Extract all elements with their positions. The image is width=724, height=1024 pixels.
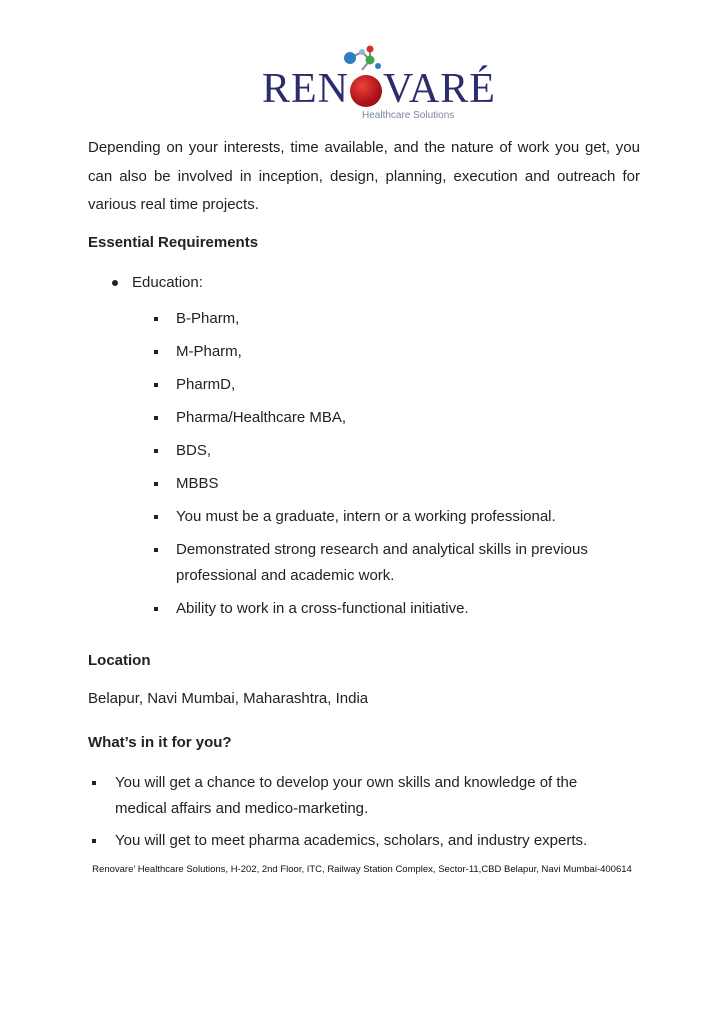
list-item-text: You must be a graduate, intern or a working professional. — [176, 508, 556, 525]
benefits-list — [92, 770, 632, 860]
list-item — [92, 770, 632, 822]
education-bullet — [112, 274, 203, 291]
bullet-square-icon — [154, 416, 158, 420]
location-heading: Location — [88, 652, 151, 669]
list-item-text: B-Pharm, — [176, 310, 240, 327]
bullet-square-icon — [154, 515, 158, 519]
list-item-text: M-Pharm, — [176, 343, 242, 360]
list-item-text: PharmD, — [176, 376, 236, 393]
list-item — [154, 405, 614, 431]
page-footer: Renovare’ Healthcare Solutions, H-202, 2nd Floor, ITC, Railway Station Complex, Sector-11,CBD Belapur, Navi Mumbai-400614 — [92, 864, 632, 875]
requirements-heading: Essential Requirements — [88, 234, 259, 251]
bullet-square-icon — [154, 449, 158, 453]
intro-section — [88, 134, 640, 220]
list-item — [154, 438, 614, 464]
bullet-square-icon — [92, 839, 96, 843]
location-value: Belapur, Navi Mumbai, Maharashtra, India — [88, 690, 369, 707]
list-item — [154, 504, 614, 530]
list-item — [154, 596, 614, 622]
list-item — [154, 537, 614, 589]
benefits-heading: What’s in it for you? — [88, 734, 232, 751]
logo-wordmark — [262, 68, 496, 110]
bullet-square-icon — [154, 383, 158, 387]
bullet-square-icon — [154, 548, 158, 552]
bullet-square-icon — [154, 350, 158, 354]
bullet-square-icon — [154, 607, 158, 611]
logo-tagline: Healthcare Solutions — [362, 110, 455, 121]
list-item-text: BDS, — [176, 442, 212, 459]
list-item-text: Ability to work in a cross-functional initiative. — [176, 600, 469, 617]
list-item — [154, 471, 614, 497]
intro-paragraph: Depending on your interests, time available, and the nature of work you get, you can also be involved in inception, design, planning, execution and outreach for various real time projects. — [88, 139, 640, 213]
education-label: Education: — [132, 274, 203, 291]
list-item — [154, 306, 614, 332]
bullet-square-icon — [92, 781, 96, 785]
company-logo — [258, 40, 496, 122]
list-item — [92, 828, 632, 854]
list-item — [154, 339, 614, 365]
logo-text-right: VARÉ — [383, 66, 496, 112]
bullet-square-icon — [154, 317, 158, 321]
list-item-text: Demonstrated strong research and analytical skills in previous professional and academic work. — [176, 541, 588, 584]
list-item-text: You will get a chance to develop your own skills and knowledge of the medical affairs and medico-marketing. — [115, 774, 578, 817]
logo-text-left: REN — [262, 66, 349, 112]
logo-sphere-icon — [350, 75, 382, 107]
requirements-list — [154, 306, 614, 629]
list-item — [154, 372, 614, 398]
bullet-dot-icon — [112, 280, 118, 286]
list-item-text: You will get to meet pharma academics, scholars, and industry experts. — [115, 832, 588, 849]
bullet-square-icon — [154, 482, 158, 486]
list-item-text: Pharma/Healthcare MBA, — [176, 409, 347, 426]
list-item-text: MBBS — [176, 475, 219, 492]
